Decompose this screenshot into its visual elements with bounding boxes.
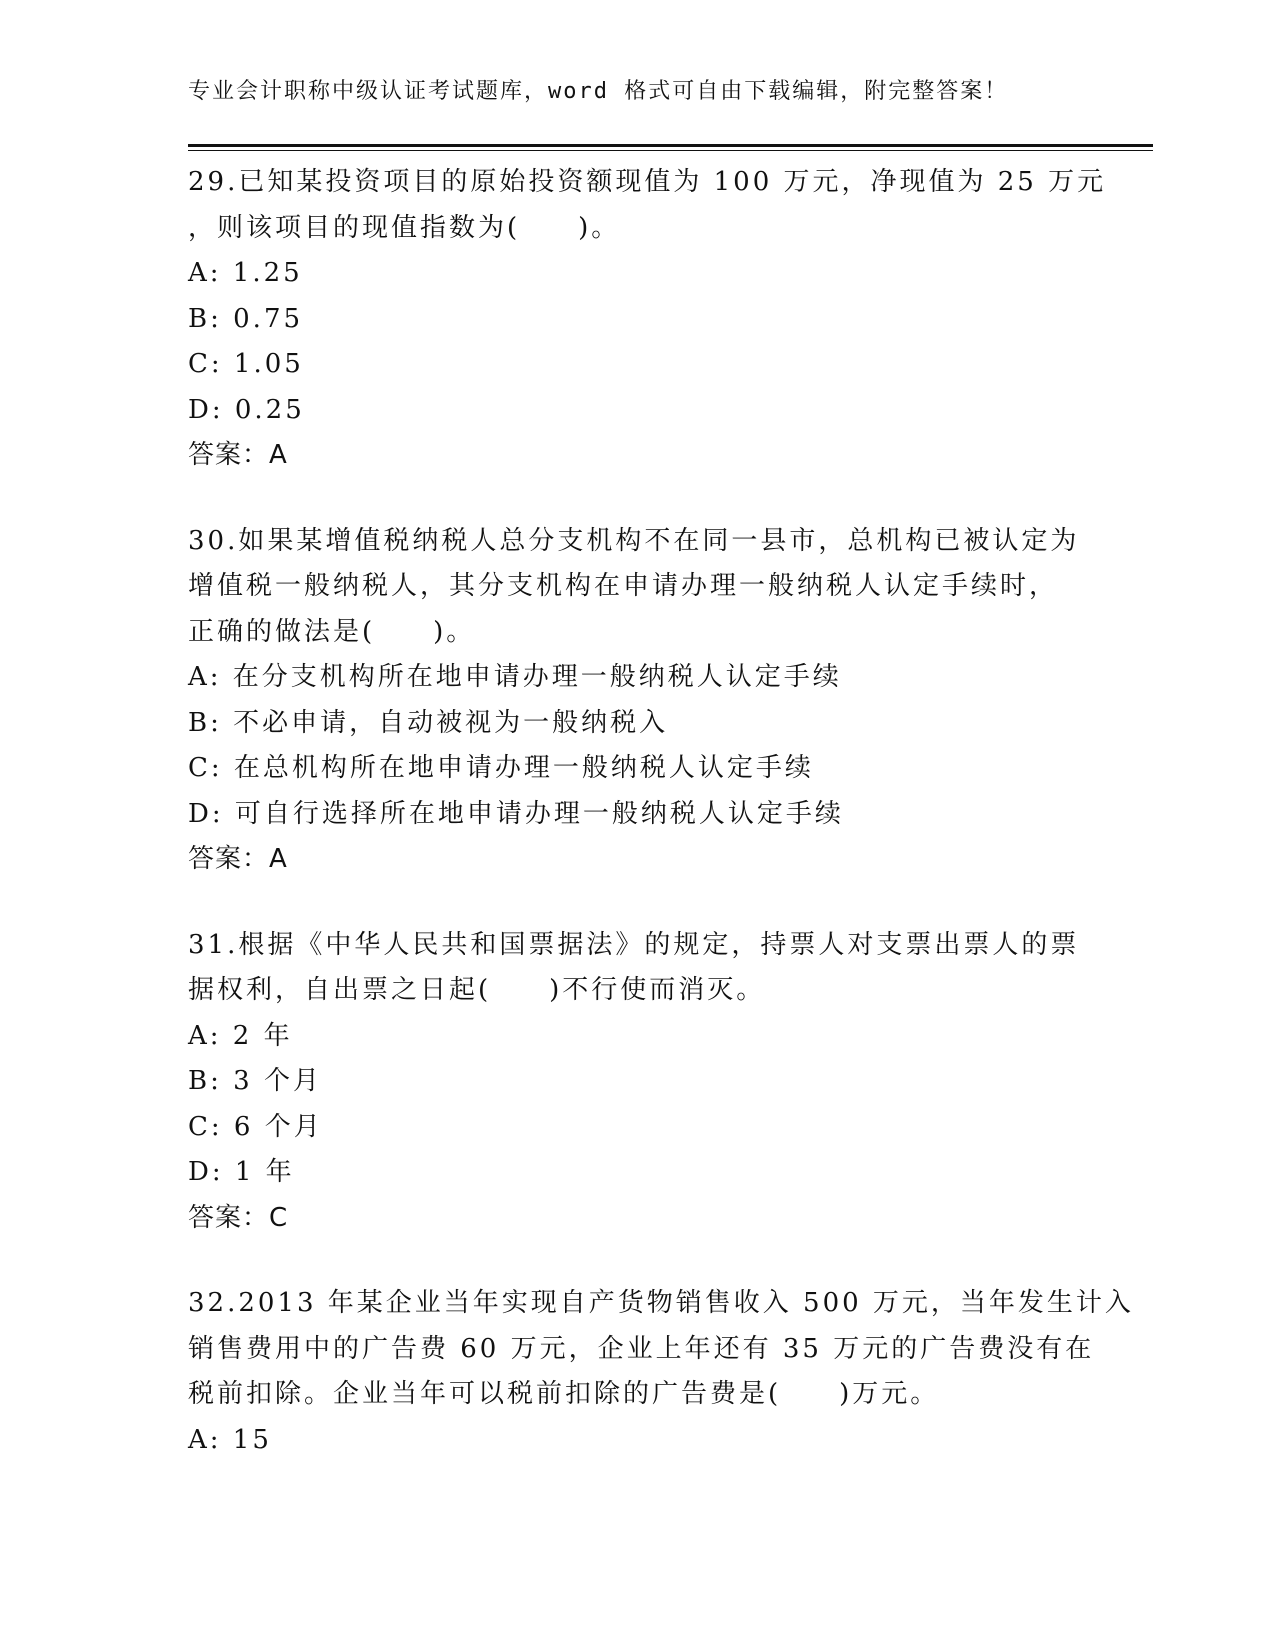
option-a: A: 15 <box>188 1424 272 1455</box>
question-stem-line: 29.已知某投资项目的原始投资额现值为 100 万元，净现值为 25 万元 <box>188 167 1107 197</box>
question-list <box>188 160 1134 1503</box>
header-rule-thick <box>188 144 1153 147</box>
question-31 <box>188 923 1088 1242</box>
question-32 <box>188 1281 1134 1463</box>
header-rule-thin <box>188 150 1153 151</box>
option-a: A: 2 年 <box>188 1020 293 1051</box>
option-c: C: 1.05 <box>188 349 304 379</box>
page-header: 专业会计职称中级认证考试题库，word 格式可自由下载编辑，附完整答案！ <box>188 79 1009 104</box>
option-b: B: 0.75 <box>188 303 304 334</box>
question-stem-line: 税前扣除。企业当年可以税前扣除的广告费是( )万元。 <box>188 1379 940 1409</box>
question-stem-line: 据权利，自出票之日起( )不行使而消灭。 <box>188 975 766 1005</box>
question-30 <box>188 519 1088 883</box>
question-stem-line: ，则该项目的现值指数为( )。 <box>188 212 621 243</box>
question-stem-line: 正确的做法是( )。 <box>188 616 476 647</box>
question-stem-line: 增值税一般纳税人，其分支机构在申请办理一般纳税人认定手续时， <box>188 571 1059 601</box>
option-d: D: 0.25 <box>188 394 305 425</box>
option-a: A: 在分支机构所在地申请办理一般纳税人认定手续 <box>188 662 842 692</box>
option-c: C: 在总机构所在地申请办理一般纳税人认定手续 <box>188 753 814 783</box>
question-stem-line: 销售费用中的广告费 60 万元，企业上年还有 35 万元的广告费没有在 <box>188 1333 1095 1364</box>
option-c: C: 6 个月 <box>188 1111 323 1142</box>
question-29 <box>188 160 1107 479</box>
option-a: A: 1.25 <box>188 258 303 288</box>
answer-line: 答案：C <box>188 1202 289 1233</box>
question-stem-line: 31.根据《中华人民共和国票据法》的规定，持票人对支票出票人的票 <box>188 929 1080 960</box>
answer-line: 答案：A <box>188 440 288 470</box>
answer-line: 答案：A <box>188 844 288 874</box>
option-b: B: 3 个月 <box>188 1066 322 1096</box>
option-d: D: 1 年 <box>188 1157 295 1187</box>
option-b: B: 不必申请，自动被视为一般纳税入 <box>188 707 669 738</box>
option-d: D: 可自行选择所在地申请办理一般纳税人认定手续 <box>188 798 844 829</box>
question-stem-line: 30.如果某增值税纳税人总分支机构不在同一县市，总机构已被认定为 <box>188 525 1080 556</box>
question-stem-line: 32.2013 年某企业当年实现自产货物销售收入 500 万元，当年发生计入 <box>188 1288 1134 1318</box>
